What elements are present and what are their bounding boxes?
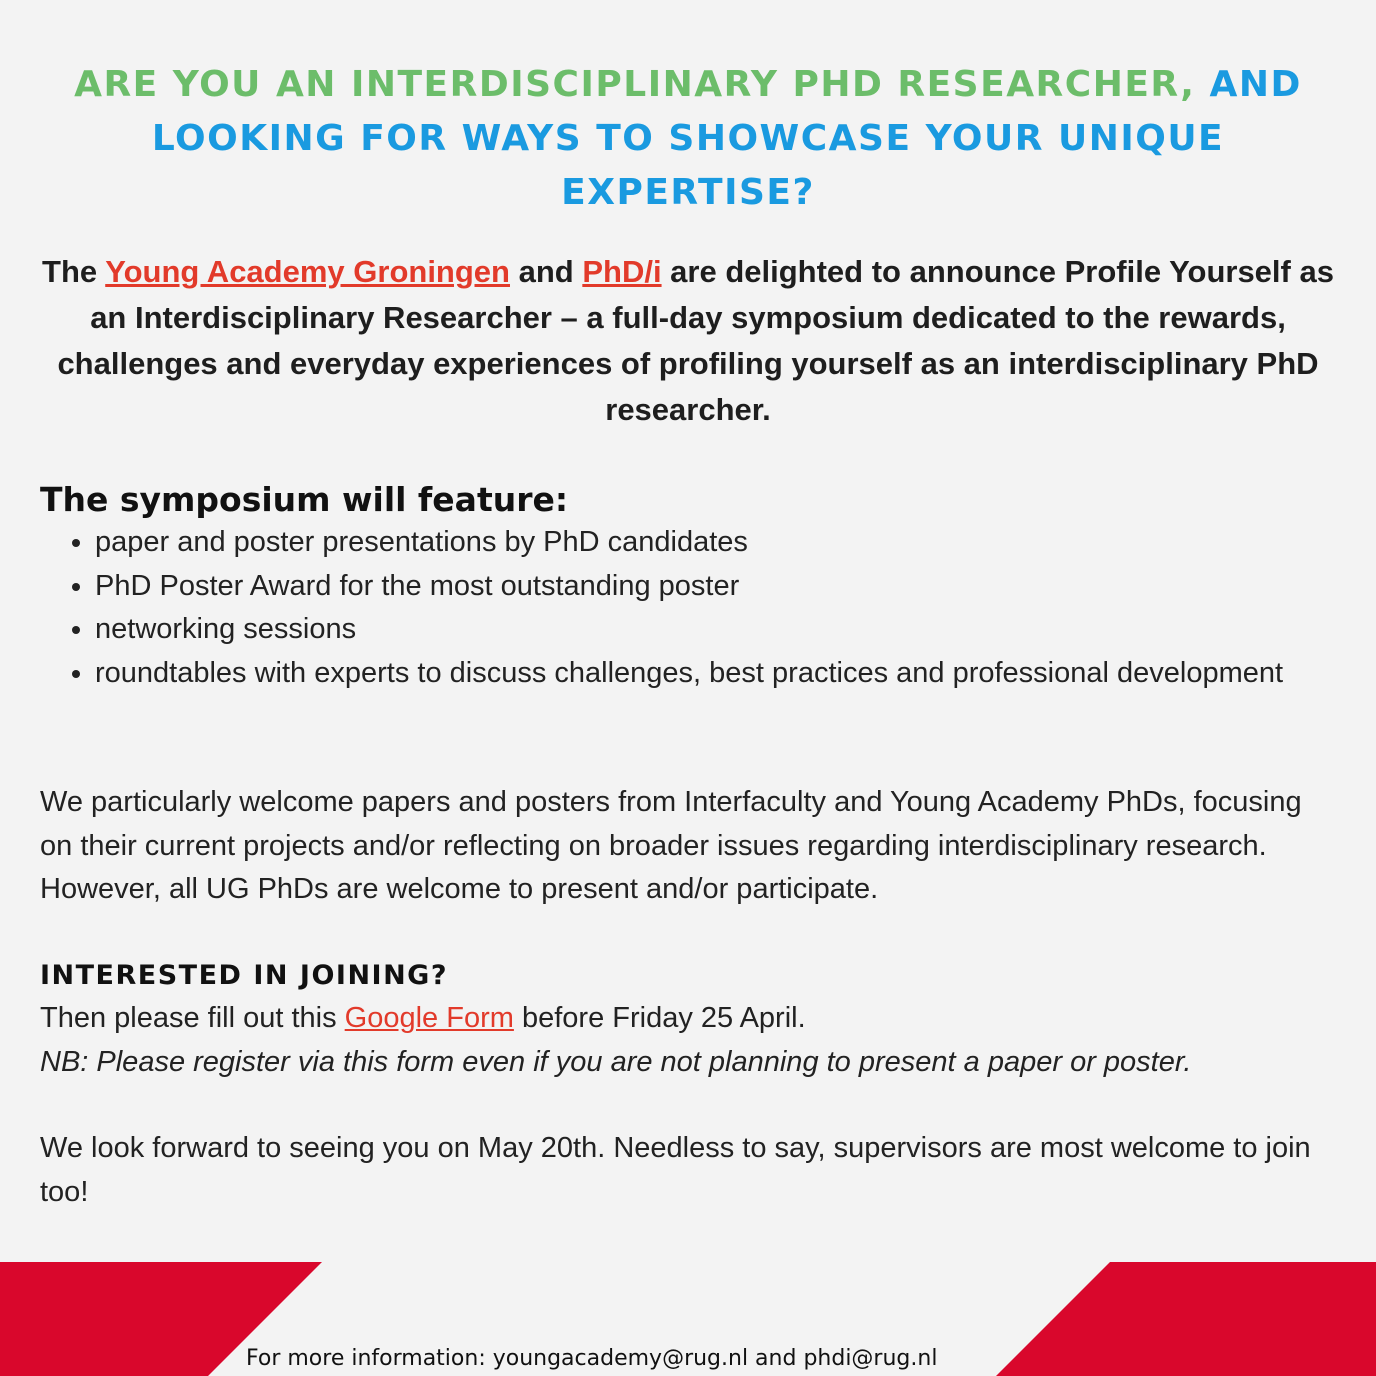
google-form-link[interactable]: Google Form bbox=[344, 1002, 514, 1034]
feature-item: • paper and poster presentations by PhD candidates bbox=[95, 521, 1335, 565]
feature-item: • PhD Poster Award for the most outstanding poster bbox=[95, 565, 1335, 609]
nb-note: NB: Please register via this form even if you are not planning to present a paper or poster. bbox=[40, 1046, 1192, 1078]
welcome-paragraph: We particularly welcome papers and posters from Interfaculty and Young Academy PhDs, focusing on their current projects and/or reflecting on broader issues regarding interdisciplinary research. However, all UG PhDs are welcome to present and/or participate. bbox=[40, 786, 1302, 905]
young-academy-link[interactable]: Young Academy Groningen bbox=[105, 254, 510, 289]
footer-red-right bbox=[996, 1262, 1376, 1376]
intro-text-2: and bbox=[509, 254, 583, 289]
phdi-link[interactable]: PhD/i bbox=[582, 254, 662, 289]
headline-blue-part: AND LOOKING FOR WAYS TO SHOWCASE YOUR UNIQUE EXPERTISE? bbox=[151, 64, 1302, 213]
intro-text-3: are delighted to announce Profile Yourself as an Interdisciplinary Researcher – a full-day symposium dedicated to the rewards, challenges and everyday experiences of profiling yourself as an interdisciplinary PhD researcher. bbox=[57, 254, 1334, 427]
features-heading: The symposium will feature: bbox=[40, 480, 569, 519]
form-text-1: Then please fill out this bbox=[40, 1002, 345, 1034]
intro-paragraph bbox=[40, 249, 1336, 433]
form-instruction bbox=[40, 997, 1340, 1041]
intro-text-1: The bbox=[42, 254, 106, 289]
form-text-2: before Friday 25 April. bbox=[513, 1002, 806, 1034]
footer-contact: For more information: youngacademy@rug.nl and phdi@rug.nl bbox=[246, 1346, 938, 1371]
headline bbox=[40, 58, 1336, 220]
feature-item: • networking sessions bbox=[95, 608, 1335, 652]
feature-item: • roundtables with experts to discuss challenges, best practices and professional development bbox=[95, 652, 1335, 696]
features-list bbox=[40, 521, 1335, 695]
join-heading: INTERESTED IN JOINING? bbox=[40, 960, 449, 991]
headline-green-part: ARE YOU AN INTERDISCIPLINARY PHD RESEARCHER, bbox=[74, 64, 1196, 105]
closing-paragraph: We look forward to seeing you on May 20th. Needless to say, supervisors are most welcome to join too! bbox=[40, 1132, 1311, 1208]
